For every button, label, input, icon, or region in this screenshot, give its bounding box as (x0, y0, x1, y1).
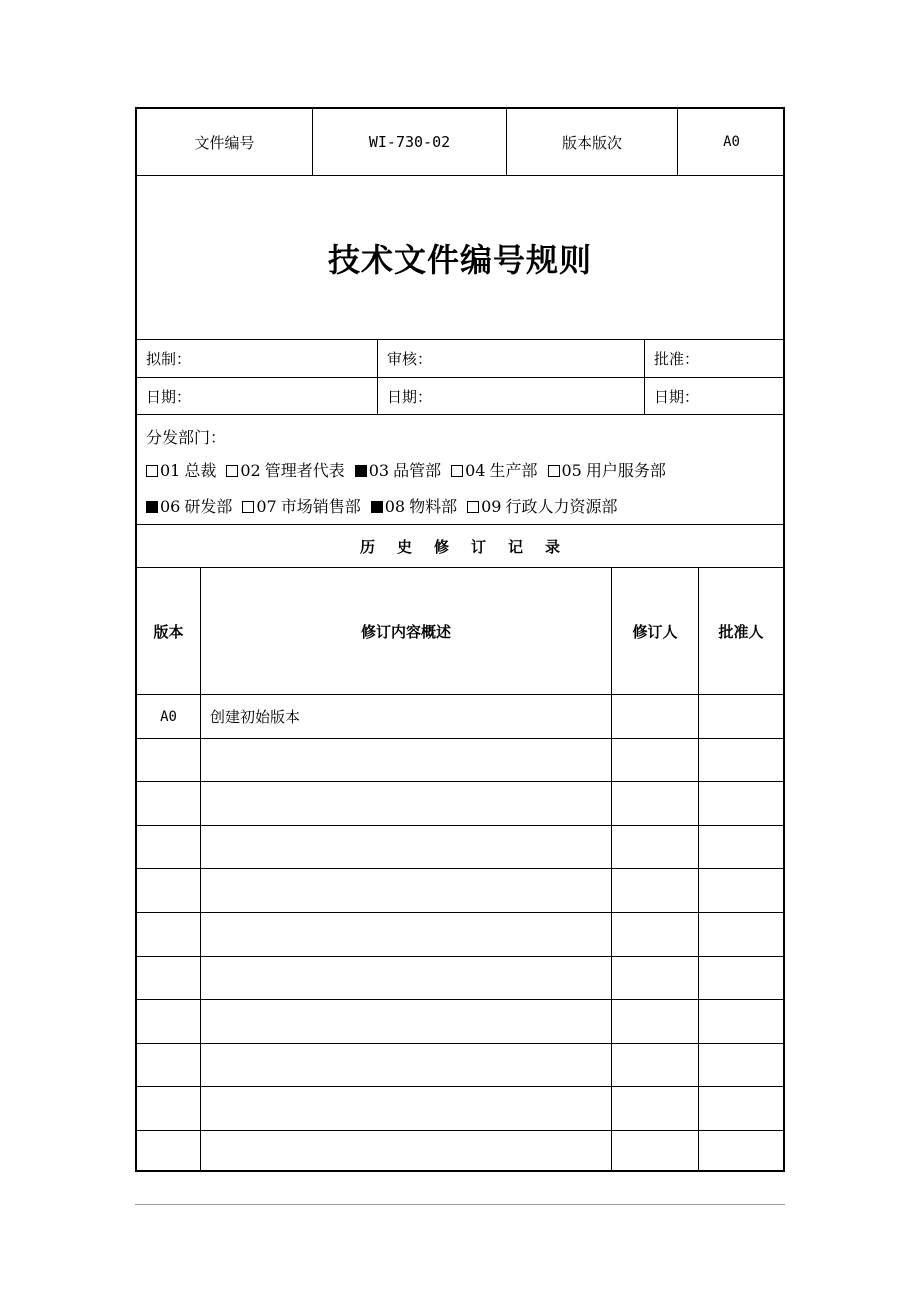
distribution-line-1 (146, 453, 783, 489)
cell-summary: 创建初始版本 (210, 708, 301, 726)
cell-version (137, 739, 200, 782)
cell-approved-by (699, 869, 783, 912)
cell-revised-by (612, 1131, 698, 1174)
cell-summary (201, 1087, 611, 1130)
department-name: 市场销售部 (280, 497, 361, 516)
approved-by-label: 批准： (654, 350, 700, 368)
doc-number-value: WI-730-02 (368, 133, 451, 151)
checkbox-icon[interactable] (226, 465, 238, 477)
cell-version (137, 913, 200, 956)
cell-version (137, 869, 200, 912)
cell-approved-by (699, 1000, 783, 1043)
department-option[interactable] (451, 461, 537, 480)
department-option[interactable] (355, 461, 441, 480)
cell-summary (201, 869, 611, 912)
checkbox-icon[interactable] (467, 501, 479, 513)
cell-summary (201, 1044, 611, 1087)
distribution-line-2 (146, 489, 783, 525)
document-title: 技术文件编号规则 (327, 240, 592, 279)
cell-version (137, 1044, 200, 1087)
distribution-label: 分发部门： (146, 428, 227, 447)
department-name: 管理者代表 (264, 461, 345, 480)
version-value: A0 (723, 134, 740, 150)
cell-summary (201, 957, 611, 1000)
cell-version (137, 826, 200, 869)
cell-revised-by (612, 826, 698, 869)
cell-summary (201, 1000, 611, 1043)
department-name: 行政人力资源部 (505, 497, 618, 516)
department-code: 08 (384, 497, 406, 516)
cell-approved-by (699, 1044, 783, 1087)
department-code: 06 (160, 497, 181, 516)
checkbox-icon[interactable] (242, 501, 254, 513)
department-option[interactable] (146, 461, 216, 480)
doc-number-label: 文件编号 (194, 133, 255, 152)
cell-summary (201, 739, 611, 782)
cell-approved-by (699, 826, 783, 869)
cell-approved-by (699, 782, 783, 825)
department-code: 05 (561, 461, 582, 480)
cell-approved-by (699, 957, 783, 1000)
department-name: 用户服务部 (585, 461, 666, 480)
department-option[interactable] (242, 497, 360, 516)
cell-revised-by (612, 957, 698, 1000)
department-code: 04 (465, 461, 486, 480)
reviewed-date-label: 日期： (387, 387, 433, 406)
cell-summary (201, 913, 611, 956)
cell-version (137, 782, 200, 825)
cell-revised-by (612, 782, 698, 825)
department-code: 02 (240, 461, 261, 480)
column-header-summary: 修订内容概述 (360, 622, 451, 641)
cell-version (137, 1087, 200, 1130)
checked-box-icon[interactable] (146, 501, 158, 513)
cell-approved-by (699, 739, 783, 782)
distribution-section (137, 415, 783, 524)
reviewed-by-label: 审核： (387, 350, 433, 368)
checkbox-icon[interactable] (451, 465, 463, 477)
cell-approved-by (699, 695, 783, 738)
drafted-by-label: 拟制： (146, 350, 192, 368)
cell-approved-by (699, 1131, 783, 1174)
version-label: 版本版次 (561, 133, 622, 152)
department-option[interactable] (146, 497, 232, 516)
cell-revised-by (612, 739, 698, 782)
cell-approved-by (699, 913, 783, 956)
drafted-date-label: 日期： (146, 387, 192, 406)
checkbox-icon[interactable] (548, 465, 560, 477)
cell-summary (201, 782, 611, 825)
cell-version (137, 1131, 200, 1174)
department-name: 总裁 (184, 461, 217, 480)
cell-revised-by (612, 1044, 698, 1087)
cell-revised-by (612, 695, 698, 738)
checked-box-icon[interactable] (355, 465, 367, 477)
department-name: 生产部 (489, 461, 538, 480)
cell-revised-by (612, 1000, 698, 1043)
department-code: 09 (481, 497, 502, 516)
cell-revised-by (612, 1087, 698, 1130)
column-header-approved-by: 批准人 (718, 622, 764, 641)
cell-revised-by (612, 869, 698, 912)
checked-box-icon[interactable] (371, 501, 383, 513)
department-name: 物料部 (409, 497, 458, 516)
column-header-revised-by: 修订人 (632, 622, 678, 641)
footer-rule (135, 1204, 785, 1205)
cell-summary (201, 1131, 611, 1174)
cell-version (137, 1000, 200, 1043)
history-title: 历史修订记录 (359, 537, 582, 556)
cell-version (137, 957, 200, 1000)
department-option[interactable] (371, 497, 457, 516)
document-frame (135, 107, 785, 1172)
department-code: 07 (256, 497, 277, 516)
department-name: 研发部 (184, 497, 233, 516)
department-name: 品管部 (393, 461, 442, 480)
column-header-version: 版本 (153, 622, 184, 641)
cell-approved-by (699, 1087, 783, 1130)
department-code: 03 (368, 461, 390, 480)
approved-date-label: 日期： (654, 387, 700, 406)
cell-summary (201, 826, 611, 869)
department-option[interactable] (548, 461, 666, 480)
department-option[interactable] (226, 461, 344, 480)
checkbox-icon[interactable] (146, 465, 158, 477)
department-code: 01 (160, 461, 181, 480)
cell-version: A0 (160, 708, 177, 725)
cell-revised-by (612, 913, 698, 956)
department-option[interactable] (467, 497, 617, 516)
